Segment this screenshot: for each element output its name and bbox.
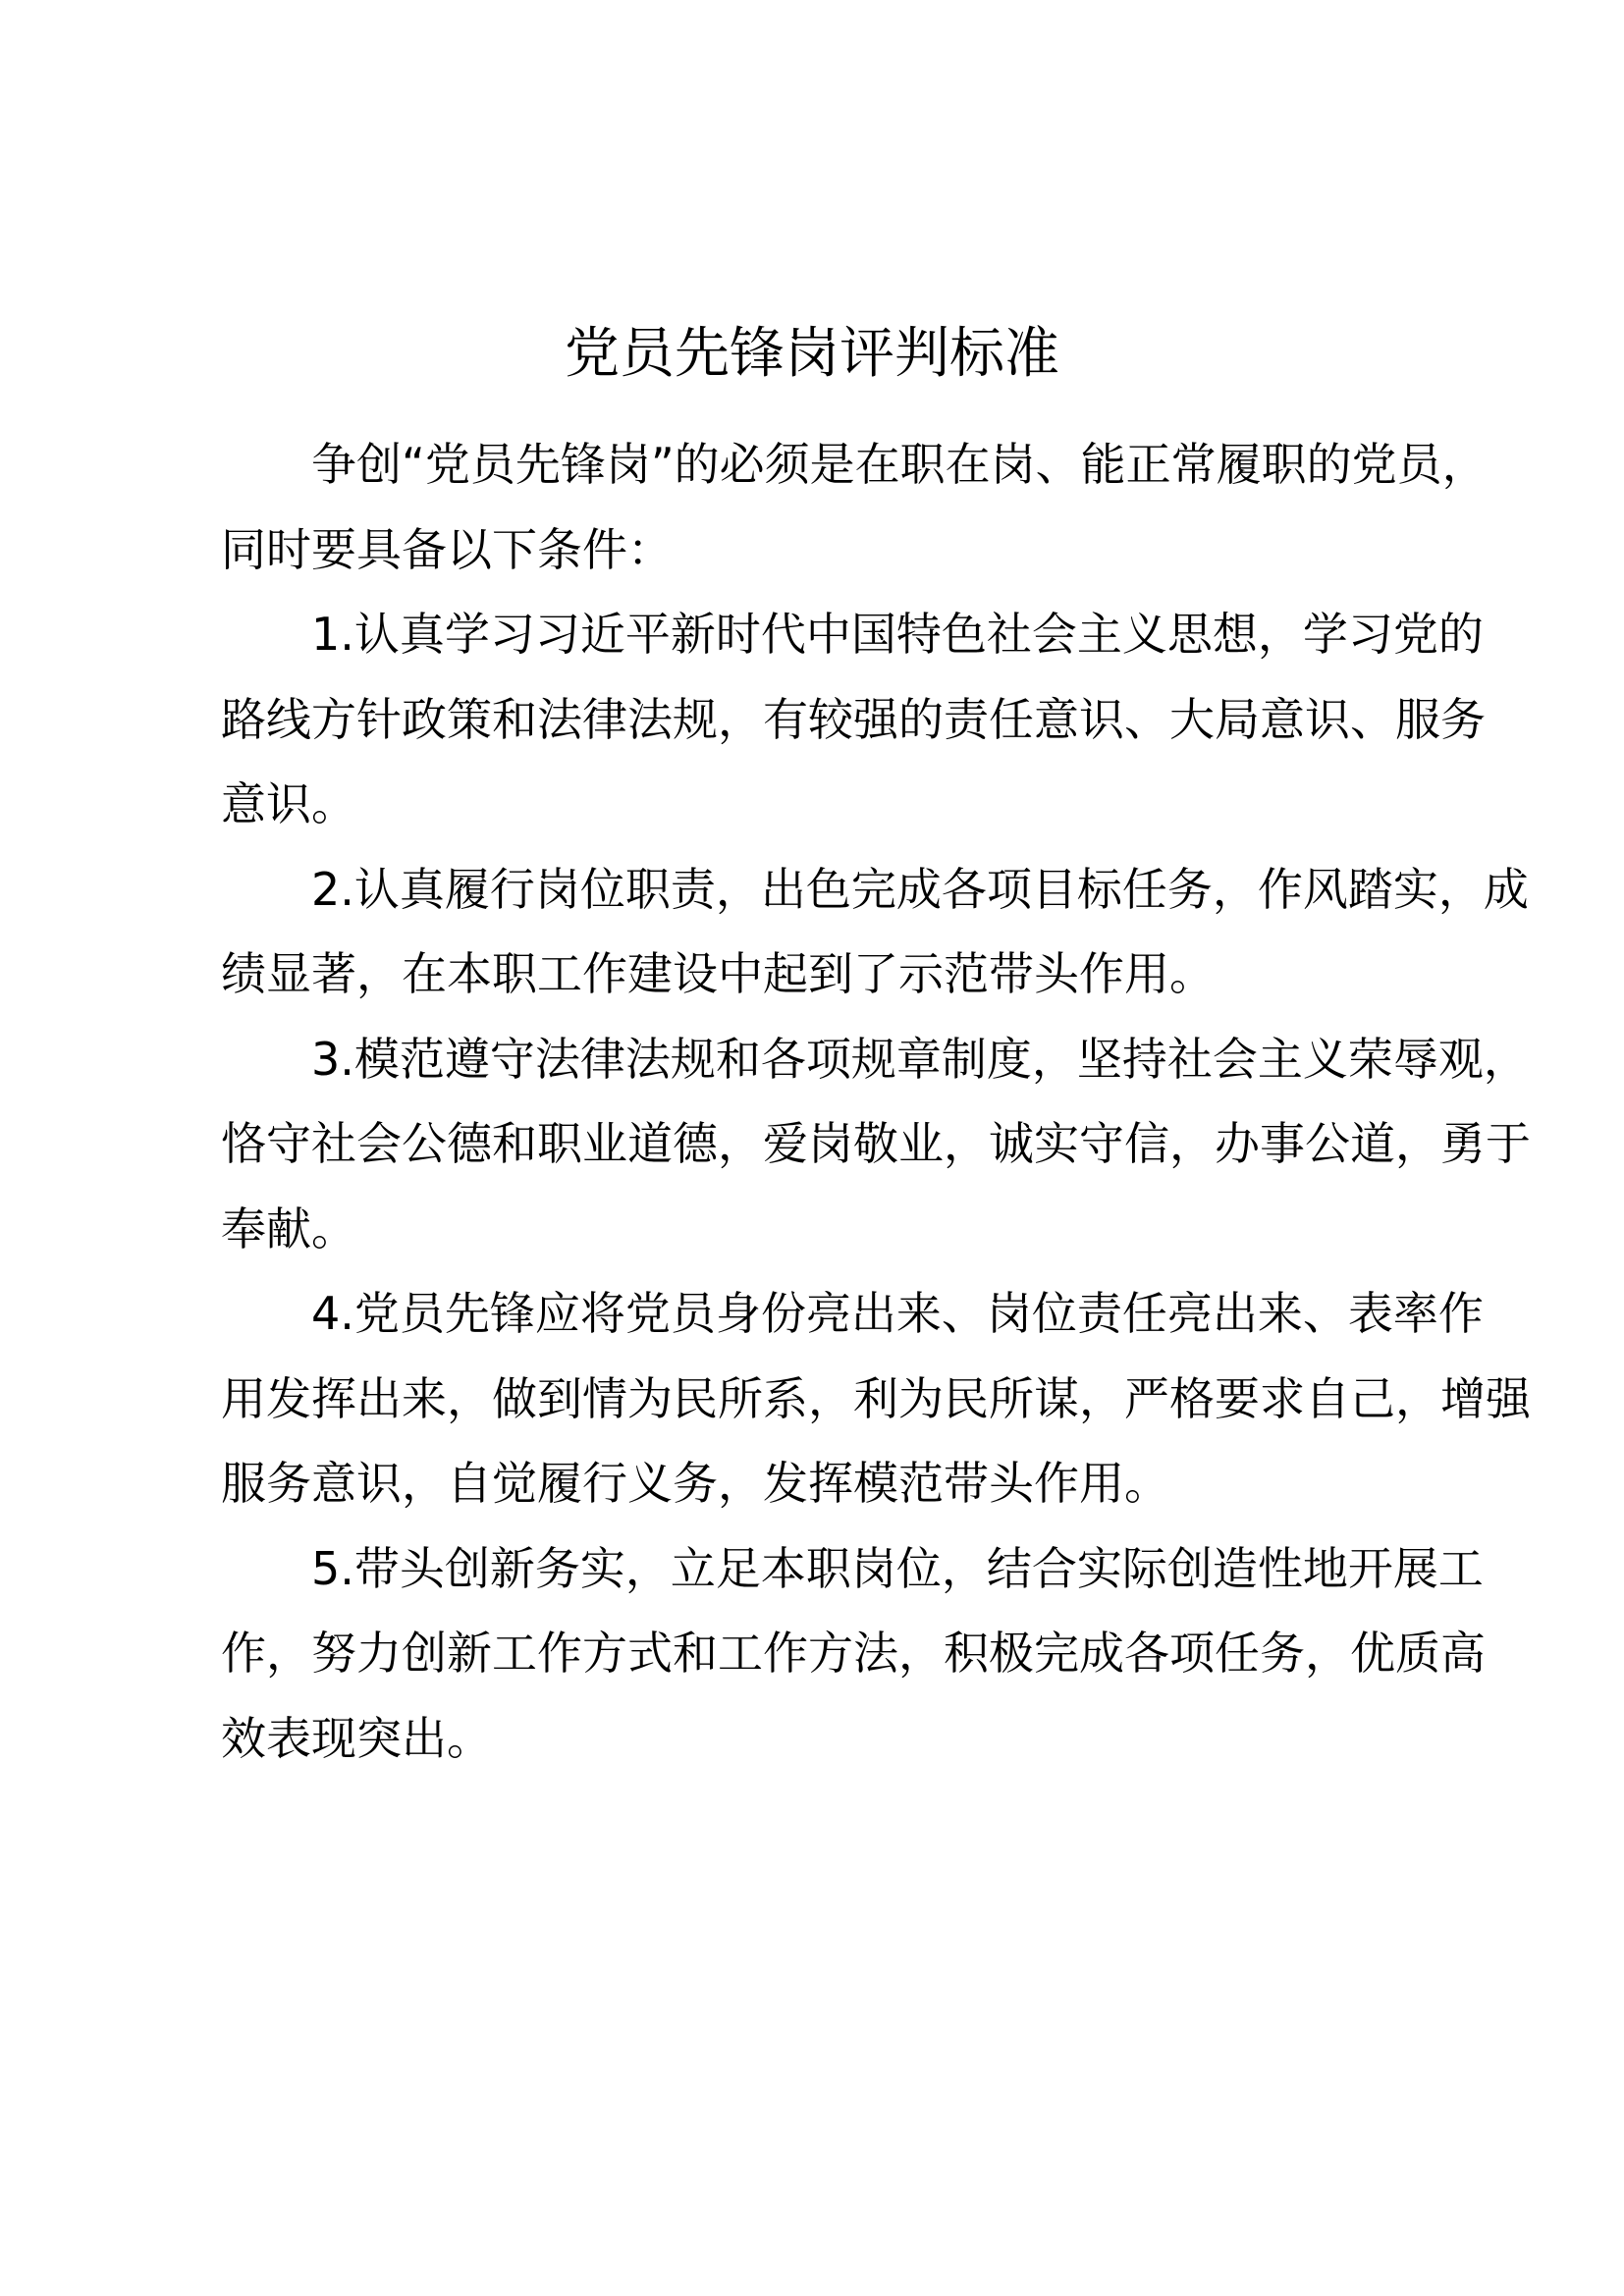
paragraph-line: 用发挥出来，做到情为民所系，利为民所谋，严格要求自己，增强	[221, 1371, 1531, 1425]
paragraph-line: 恪守社会公德和职业道德，爱岗敬业，诚实守信，办事公道，勇于	[221, 1117, 1531, 1170]
paragraph-line: 4.党员先锋应将党员身份亮出来、岗位责任亮出来、表率作	[311, 1287, 1484, 1340]
paragraph-line: 奉献。	[221, 1201, 356, 1255]
paragraph-line: 5.带头创新务实，立足本职岗位，结合实际创造性地开展工	[311, 1541, 1484, 1595]
document-title: 党员先锋岗评判标准	[565, 322, 1059, 386]
paragraph	[221, 860, 1529, 1030]
paragraph-line: 1.认真学习习近平新时代中国特色社会主义思想，学习党的	[311, 608, 1484, 661]
paragraph-line: 意识。	[221, 777, 356, 830]
paragraph	[221, 1284, 1531, 1539]
paragraph	[221, 1539, 1486, 1794]
paragraph-line: 争创“党员先锋岗”的必须是在职在岗、能正常履职的党员，	[311, 438, 1488, 491]
paragraph-line: 2.认真履行岗位职责，出色完成各项目标任务，作风踏实，成	[311, 862, 1529, 916]
paragraph-line: 同时要具备以下条件：	[221, 522, 673, 576]
document-body	[221, 435, 1531, 1793]
paragraph	[221, 1030, 1531, 1285]
paragraph	[221, 435, 1488, 605]
paragraph-line: 效表现突出。	[221, 1711, 492, 1765]
paragraph-line: 作，努力创新工作方式和工作方法，积极完成各项任务，优质高	[221, 1627, 1486, 1680]
paragraph-line: 绩显著，在本职工作建设中起到了示范带头作用。	[221, 947, 1215, 1000]
paragraph-line: 3.模范遵守法律法规和各项规章制度，坚持社会主义荣辱观，	[311, 1032, 1529, 1086]
paragraph-line: 路线方针政策和法律法规，有较强的责任意识、大局意识、服务	[221, 692, 1486, 746]
paragraph-line: 服务意识，自觉履行义务，发挥模范带头作用。	[221, 1457, 1169, 1510]
paragraph	[221, 605, 1486, 860]
